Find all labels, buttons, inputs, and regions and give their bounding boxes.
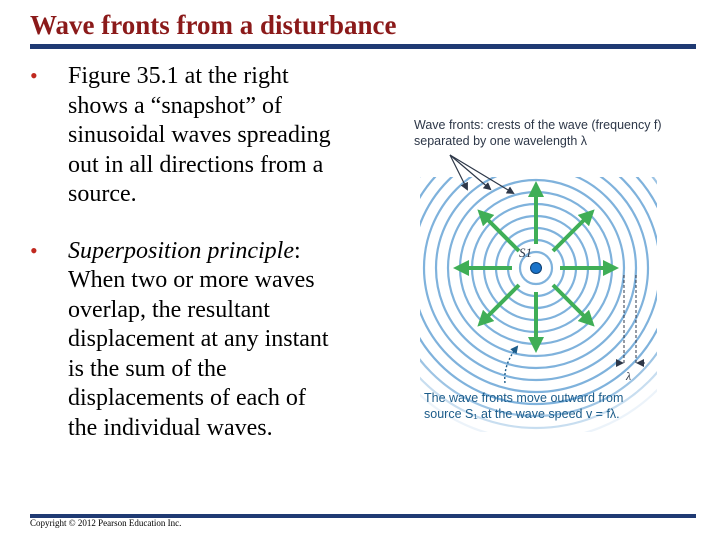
title-divider [30, 44, 696, 49]
slide-title: Wave fronts from a disturbance [30, 10, 397, 40]
bullet-icon: • [30, 237, 38, 263]
bullet-text: : When two or more waves overlap, the resultant displacement at any instant is the sum of the displacements of each of the individual waves. [68, 237, 329, 441]
figure-caption-top: Wave fronts: crests of the wave (frequency f) separated by one wavelength λ [414, 118, 662, 148]
bullet-item-superposition [30, 237, 390, 444]
figure-caption-bottom: The wave fronts move outward from source S₁ at the wave speed v = fλ. [424, 391, 624, 421]
bullet-item-figure [30, 62, 390, 210]
source-label: S1 [519, 245, 532, 260]
bullet-icon: • [30, 63, 38, 88]
wavelength-label: λ [626, 369, 632, 383]
wave-rings [395, 105, 708, 435]
bullet-text: Figure 35.1 at the right shows a “snapshot” of sinusoidal waves spreading out in all directions from a source. [68, 63, 331, 207]
superposition-term: Superposition principle [68, 237, 294, 264]
source-dot-icon [531, 263, 542, 274]
bullet-list [30, 62, 390, 443]
copyright-notice: Copyright © 2012 Pearson Education Inc. [30, 518, 182, 528]
wave-fronts-figure [395, 105, 720, 435]
